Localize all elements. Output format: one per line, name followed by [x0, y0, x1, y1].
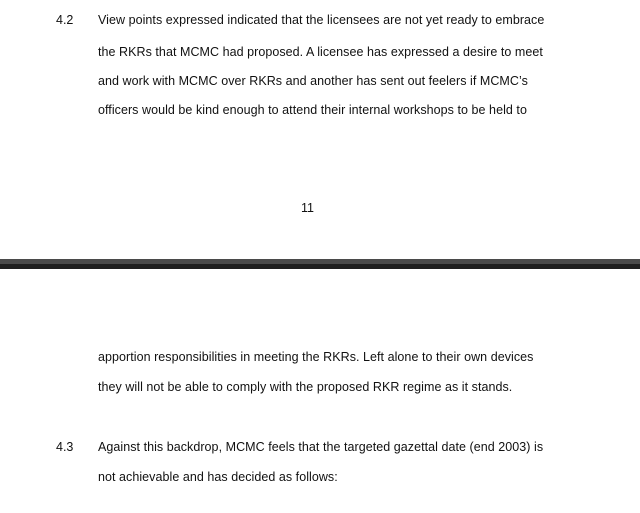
paragraph-line: and work with MCMC over RKRs and another has sent out feelers if MCMC’s [98, 74, 528, 88]
paragraph-line: not achievable and has decided as follows: [98, 470, 338, 484]
paragraph-line: the RKRs that MCMC had proposed. A licensee has expressed a desire to meet [98, 45, 543, 59]
paragraph-line: Against this backdrop, MCMC feels that the targeted gazettal date (end 2003) is [98, 440, 544, 454]
page-break-divider [0, 259, 640, 269]
paragraph-line: apportion responsibilities in meeting the RKRs. Left alone to their own devices [98, 350, 534, 364]
section-number: 4.2 [56, 13, 74, 27]
section-number: 4.3 [56, 440, 74, 454]
paragraph-line: officers would be kind enough to attend their internal workshops to be held to [98, 103, 527, 117]
page-break-shadow [0, 264, 640, 269]
page-number: 11 [301, 201, 314, 215]
paragraph-line: they will not be able to comply with the proposed RKR regime as it stands. [98, 380, 513, 394]
paragraph-line: View points expressed indicated that the licensees are not yet ready to embrace [98, 13, 545, 27]
